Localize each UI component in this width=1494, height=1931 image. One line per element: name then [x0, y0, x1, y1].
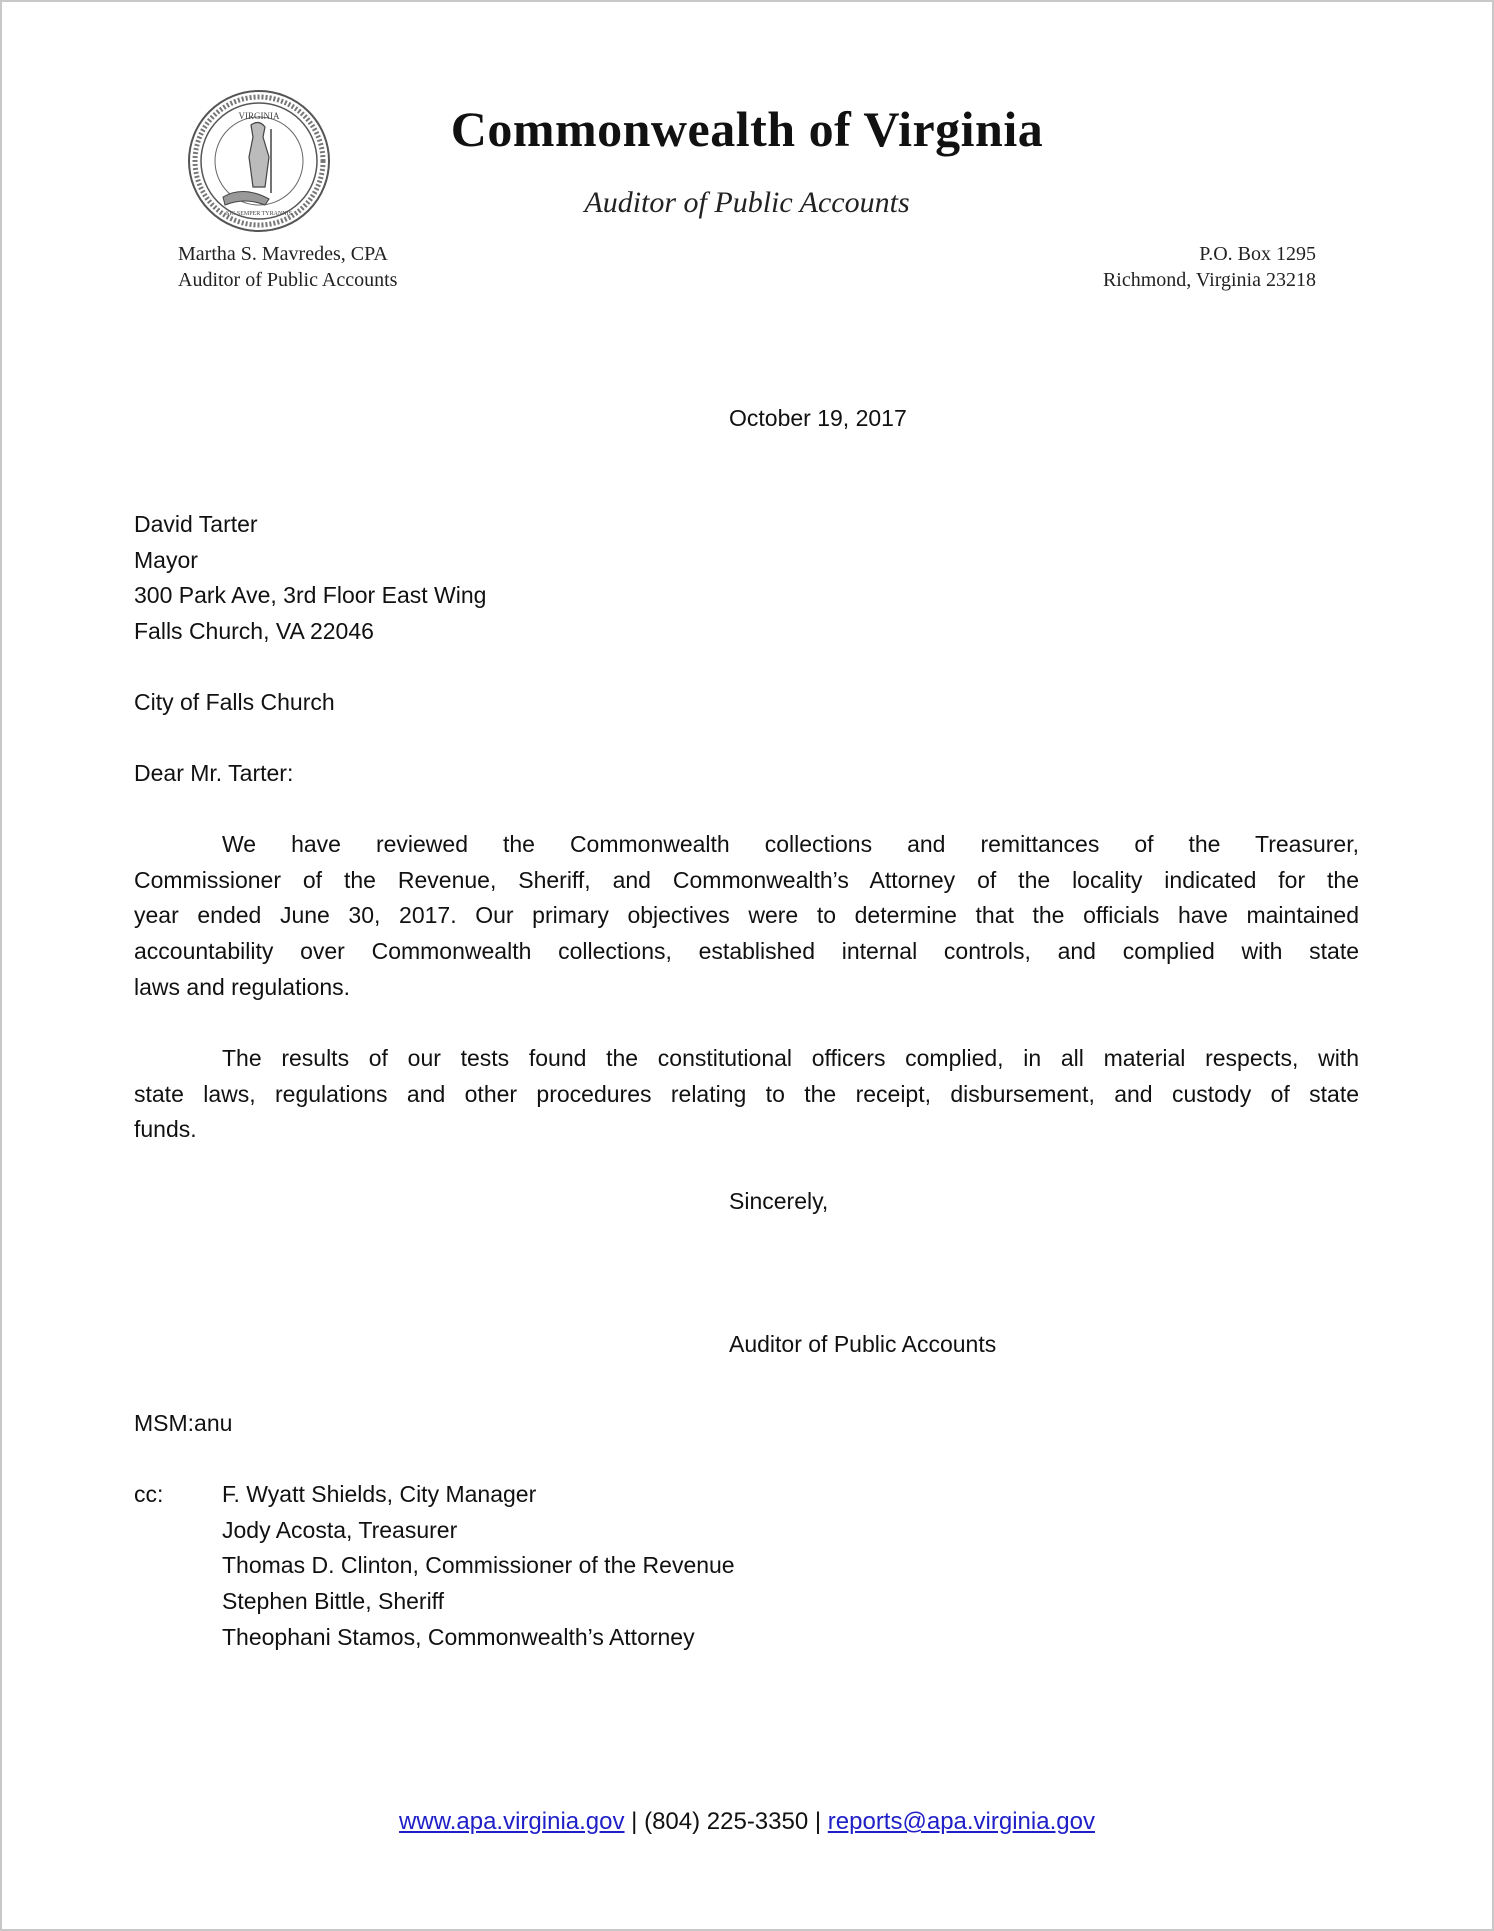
recipient-address	[134, 507, 1359, 650]
recipient-title: Mayor	[134, 546, 198, 573]
email-link[interactable]: reports@apa.virginia.gov	[827, 1808, 1095, 1835]
paragraph-1	[134, 827, 1359, 1006]
locality: City of Falls Church	[134, 689, 335, 715]
cc-item: Jody Acosta, Treasurer	[222, 1516, 458, 1543]
cc-list	[222, 1477, 735, 1655]
svg-text:VIRGINIA: VIRGINIA	[238, 111, 280, 121]
virginia-seal-logo	[187, 89, 331, 233]
separator: |	[814, 1808, 822, 1835]
auditor-title: Auditor of Public Accounts	[178, 269, 398, 291]
recipient-street: 300 Park Ave, 3rd Floor East Wing	[134, 582, 487, 609]
cc-item: Thomas D. Clinton, Commissioner of the Revenue	[222, 1552, 735, 1579]
cc-item: Theophani Stamos, Commonwealth’s Attorney	[222, 1623, 695, 1650]
salutation: Dear Mr. Tarter:	[134, 760, 294, 786]
paragraph-line: We have reviewed the Commonwealth collections and remittances of the Treasurer,	[222, 831, 1359, 857]
paragraph-line: funds.	[134, 1116, 197, 1143]
separator: |	[631, 1808, 638, 1835]
footer-contact	[0, 1808, 1494, 1836]
website-link[interactable]: www.apa.virginia.gov	[399, 1808, 625, 1835]
recipient-name: David Tarter	[134, 511, 258, 537]
paragraph-line: laws and regulations.	[134, 973, 351, 1000]
mailing-address-block	[1103, 241, 1316, 293]
letterhead-subtitle: Auditor of Public Accounts	[584, 186, 910, 219]
paragraph-line: Commissioner of the Revenue, Sheriff, and Commonwealth’s Attorney of the locality indicated for the	[134, 866, 1359, 893]
po-box: P.O. Box 1295	[1199, 243, 1316, 265]
recipient-city: Falls Church, VA 22046	[134, 618, 374, 645]
city-state-zip: Richmond, Virginia 23218	[1102, 269, 1316, 291]
svg-text:SIC SEMPER TYRANNIS: SIC SEMPER TYRANNIS	[226, 211, 292, 217]
cc-item: Stephen Bittle, Sheriff	[222, 1588, 445, 1615]
closing: Sincerely,	[729, 1188, 829, 1214]
letterhead-title: Commonwealth of Virginia	[450, 101, 1044, 157]
auditor-name-block	[178, 241, 397, 293]
reference-initials: MSM:anu	[134, 1410, 233, 1436]
phone-number: (804) 225-3350	[644, 1808, 809, 1835]
paragraph-line: The results of our tests found the constitutional officers complied, in all material respects, with	[222, 1045, 1359, 1071]
signature-title: Auditor of Public Accounts	[729, 1331, 997, 1357]
cc-item: F. Wyatt Shields, City Manager	[222, 1481, 537, 1507]
paragraph-line: state laws, regulations and other procedures relating to the receipt, disbursement, and custody of state	[134, 1080, 1359, 1107]
letter-date: October 19, 2017	[729, 405, 907, 431]
auditor-name: Martha S. Mavredes, CPA	[178, 243, 388, 265]
cc-label: cc:	[134, 1481, 164, 1507]
paragraph-line: year ended June 30, 2017. Our primary objectives were to determine that the officials have maintained	[134, 902, 1359, 929]
paragraph-line: accountability over Commonwealth collections, established internal controls, and complied with state	[134, 938, 1359, 965]
paragraph-2	[134, 1041, 1359, 1148]
